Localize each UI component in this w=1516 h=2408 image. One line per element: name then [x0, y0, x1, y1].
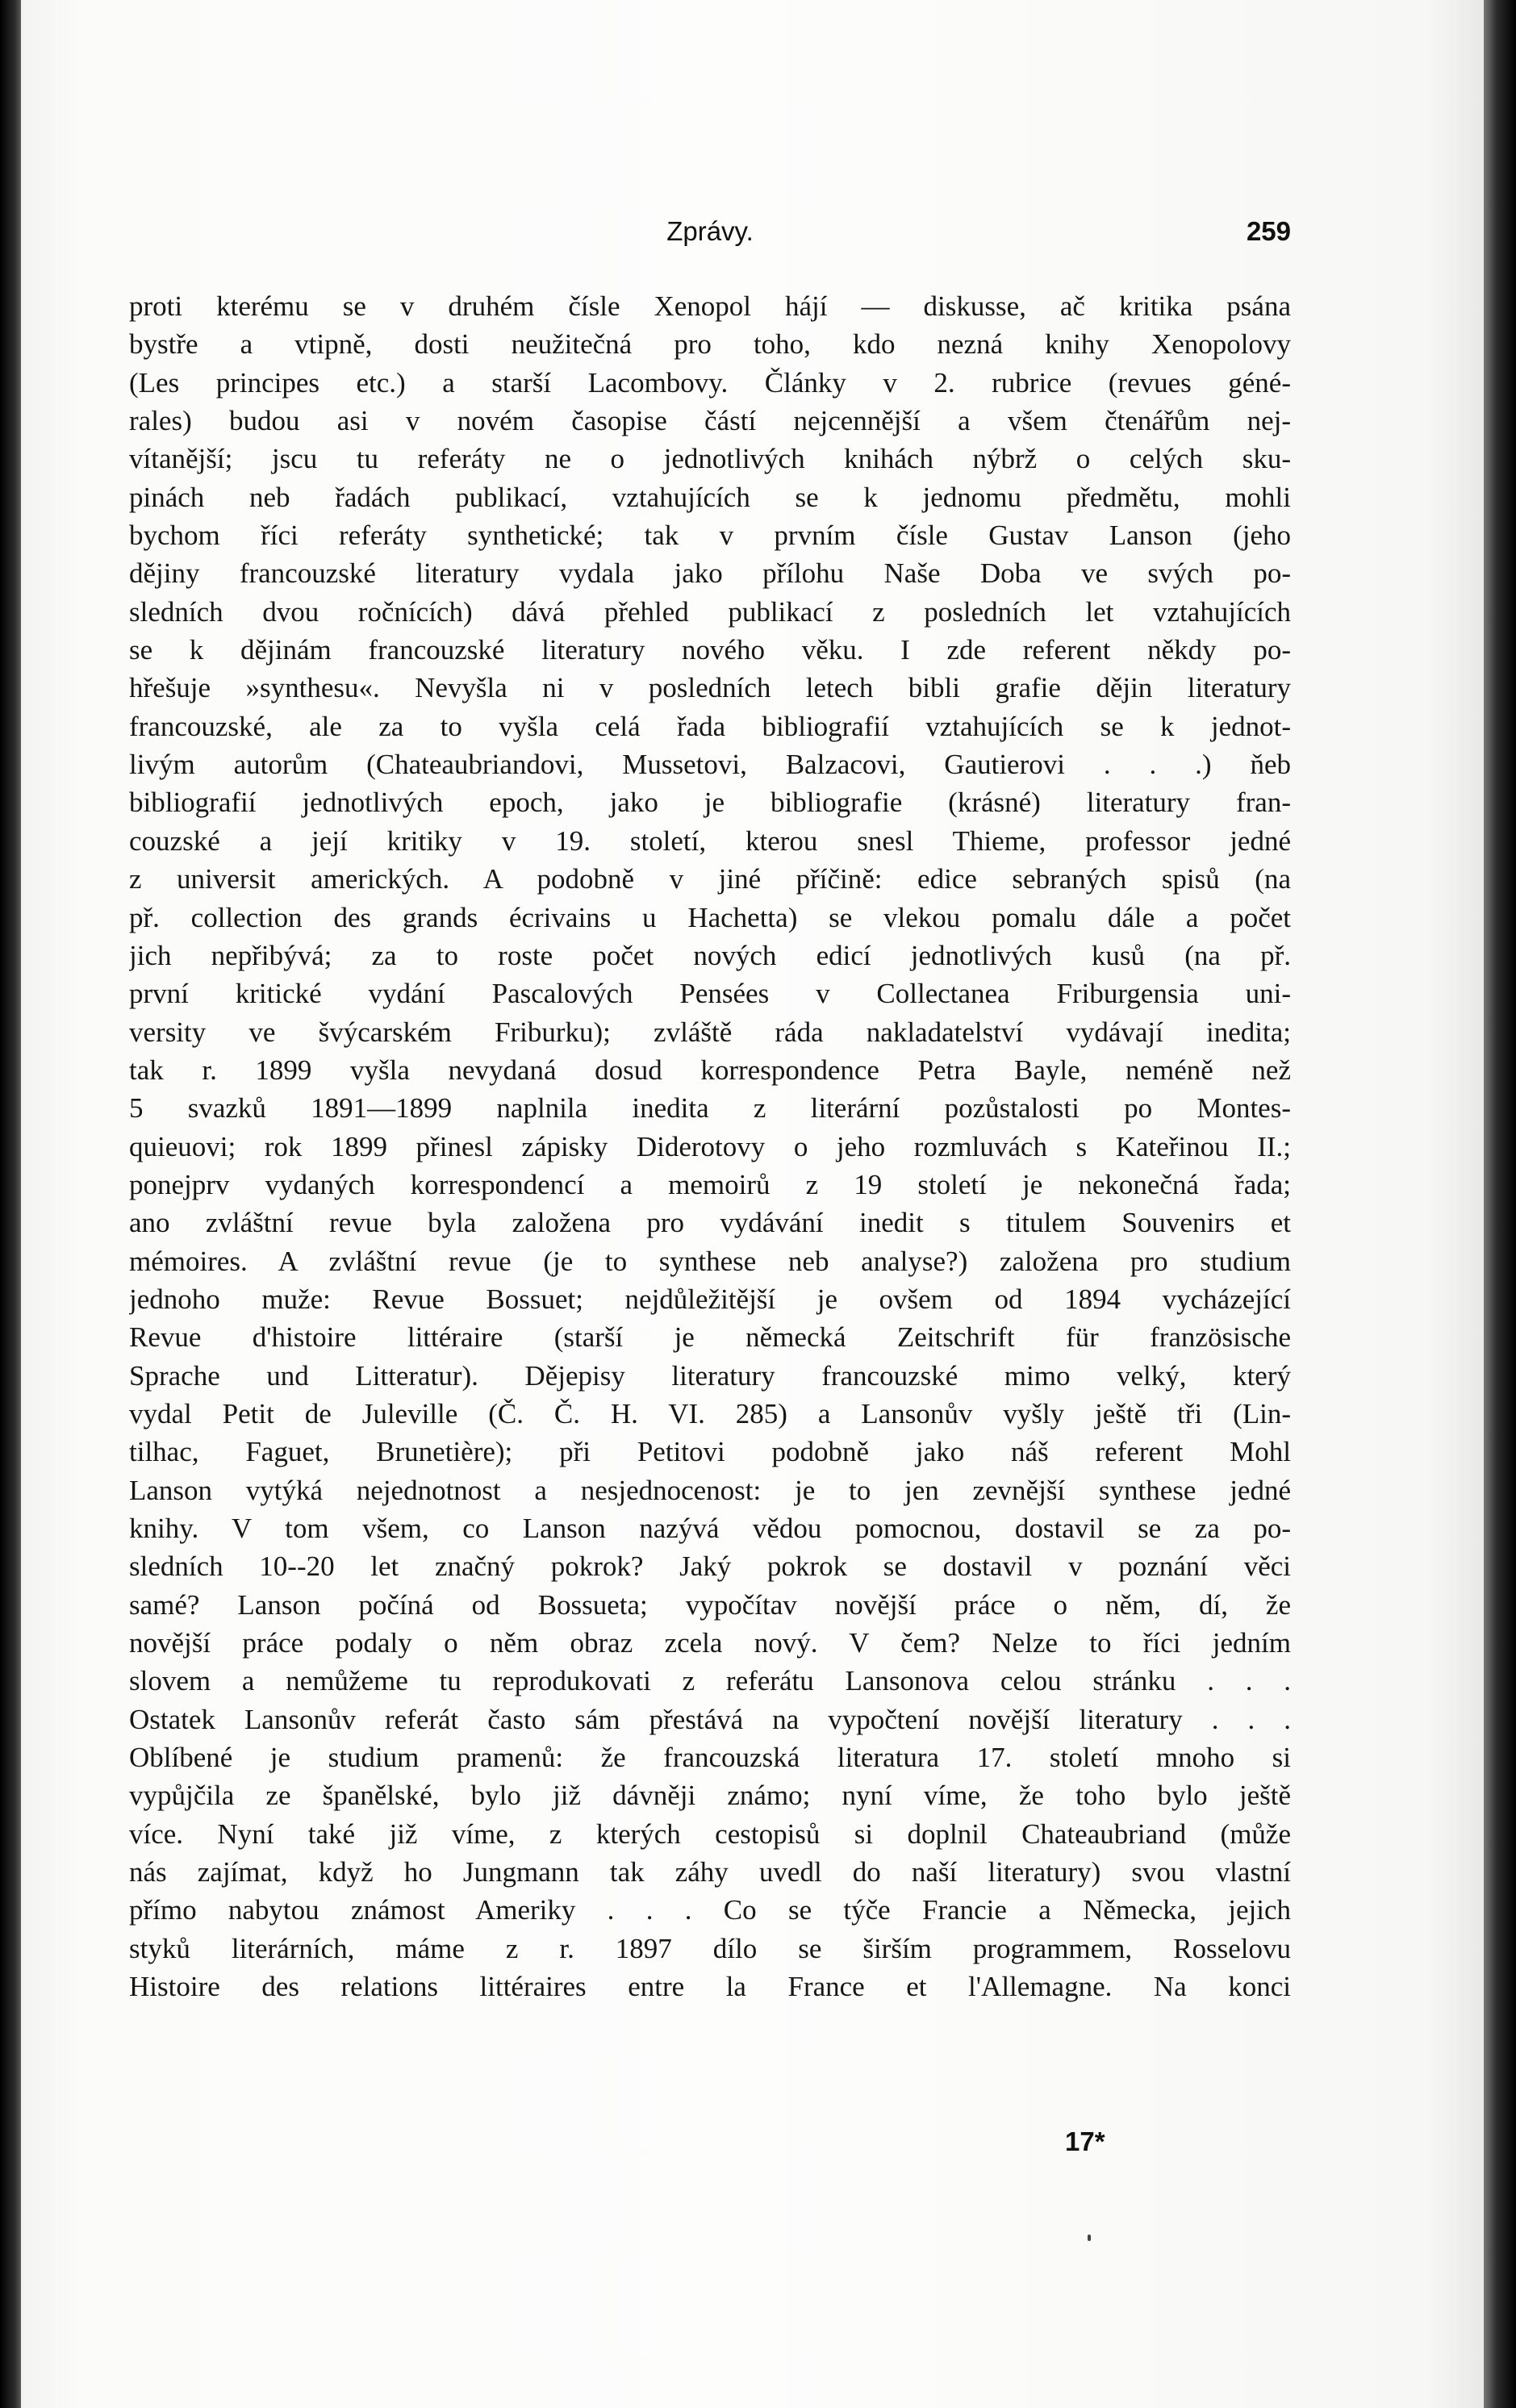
text-line: livým autorům (Chateaubriandovi, Mussetovi, Balzacovi, Gautierovi . . .) ňeb [129, 749, 1291, 781]
text-line: vypůjčila ze španělské, bylo již dávněji známo; nyní víme, že toho bylo ještě [129, 1780, 1291, 1812]
text-line: proti kterému se v druhém čísle Xenopol hájí — diskusse, ač kritika psána [129, 290, 1291, 322]
text-line: couzské a její kritiky v 19. století, kterou snesl Thieme, professor jedné [129, 824, 1291, 857]
text-line: se k dějinám francouzské literatury nového věku. I zde referent někdy po- [129, 634, 1291, 666]
text-line: bychom říci referáty synthetické; tak v prvním čísle Gustav Lanson (jeho [129, 520, 1291, 552]
text-line: (Les principes etc.) a starší Lacombovy. Články v 2. rubrice (revues géné- [129, 366, 1291, 399]
text-line: francouzské, ale za to vyšla celá řada bibliografií vztahujících se k jednot- [129, 710, 1291, 742]
scan-border-left [0, 0, 21, 2408]
text-line: pinách neb řadách publikací, vztahujících se k jednomu předmětu, mohli [129, 481, 1291, 513]
text-line: quieuovi; rok 1899 přinesl zápisky Diderotovy o jeho rozmluvách s Kateřinou II.; [129, 1130, 1291, 1162]
text-line: jich nepřibývá; za to roste počet nových edicí jednotlivých kusů (na př. [129, 939, 1291, 971]
text-line: sledních 10--20 let značný pokrok? Jaký pokrok se dostavil v poznání věci [129, 1550, 1291, 1583]
text-line: tak r. 1899 vyšla nevydaná dosud korrespondence Petra Bayle, neméně než [129, 1054, 1291, 1086]
text-line: samé? Lanson počíná od Bossueta; vypočítav novější práce o něm, dí, že [129, 1588, 1291, 1621]
text-line: bystře a vtipně, dosti neužitečná pro toho, kdo nezná knihy Xenopolovy [129, 328, 1291, 361]
text-line: př. collection des grands écrivains u Hachetta) se vlekou pomalu dále a počet [129, 901, 1291, 933]
text-line: bibliografií jednotlivých epoch, jako je bibliografie (krásné) literatury fran- [129, 787, 1291, 819]
running-head: Zprávy. [666, 216, 754, 246]
text-line: sledních dvou ročnících) dává přehled publikací z posledních let vztahujících [129, 595, 1291, 628]
text-line: ponejprv vydaných korrespondencí a memoirů z 19 století je nekonečná řada; [129, 1168, 1291, 1200]
scan-speck [1088, 2235, 1091, 2241]
text-line: první kritické vydání Pascalových Pensées v Collectanea Friburgensia uni- [129, 978, 1291, 1010]
text-line: jednoho muže: Revue Bossuet; nejdůležitější je ovšem od 1894 vycházející [129, 1283, 1291, 1315]
text-line: ano zvláštní revue byla založena pro vydávání inedit s titulem Souvenirs et [129, 1207, 1291, 1239]
text-line: Histoire des relations littéraires entre la France et l'Allemagne. Na konci [129, 1971, 1291, 2003]
text-line: Ostatek Lansonův referát často sám přestává na vypočtení novější literatury . . . [129, 1703, 1291, 1735]
text-line: versity ve švýcarském Friburku); zvláště ráda nakladatelství vydávají inedita; [129, 1016, 1291, 1048]
text-line: Oblíbené je studium pramenů: že francouzská literatura 17. století mnoho si [129, 1742, 1291, 1774]
text-line: vydal Petit de Juleville (Č. Č. H. VI. 285) a Lansonův vyšly ještě tři (Lin- [129, 1397, 1291, 1429]
scan-border-right [1484, 0, 1516, 2408]
text-line: z universit amerických. A podobně v jiné příčině: edice sebraných spisů (na [129, 863, 1291, 895]
text-line: vítanější; jscu tu referáty ne o jednotlivých knihách nýbrž o celých sku- [129, 443, 1291, 475]
text-line: tilhac, Faguet, Brunetière); při Petitovi podobně jako náš referent Mohl [129, 1436, 1291, 1468]
text-line: slovem a nemůžeme tu reprodukovati z referátu Lansonova celou stránku . . . [129, 1665, 1291, 1697]
text-line: styků literárních, máme z r. 1897 dílo se širším programmem, Rosselovu [129, 1932, 1291, 1964]
body-text [129, 287, 1291, 2005]
text-line: knihy. V tom všem, co Lanson nazývá vědou pomocnou, dostavil se za po- [129, 1513, 1291, 1544]
text-line: mémoires. A zvláštní revue (je to synthese neb analyse?) založena pro studium [129, 1245, 1291, 1277]
text-line: více. Nyní také již víme, z kterých cestopisů si doplnil Chateaubriand (může [129, 1817, 1291, 1850]
text-line: 5 svazků 1891—1899 naplnila inedita z literární pozůstalosti po Montes- [129, 1092, 1291, 1125]
text-line: Lanson vytýká nejednotnost a nesjednocenost: je to jen zevnější synthese jedné [129, 1474, 1291, 1506]
signature-mark: 17* [1065, 2126, 1105, 2156]
text-line: rales) budou asi v novém časopise částí nejcennější a všem čtenářům nej- [129, 405, 1291, 437]
page-number: 259 [1246, 216, 1291, 246]
page-header [129, 216, 1291, 255]
text-line: nás zajímat, když ho Jungmann tak záhy uvedl do naší literatury) svou vlastní [129, 1856, 1291, 1888]
text-line: hřešuje »synthesu«. Nevyšla ni v posledních letech bibli grafie dějin literatury [129, 672, 1291, 704]
text-line: Sprache und Litteratur). Dějepisy literatury francouzské mimo velký, který [129, 1359, 1291, 1392]
text-line: přímo nabytou známost Ameriky . . . Co se týče Francie a Německa, jejich [129, 1894, 1291, 1926]
text-line: Revue d'histoire littéraire (starší je německá Zeitschrift für französische [129, 1321, 1291, 1354]
text-line: novější práce podaly o něm obraz zcela nový. V čem? Nelze to říci jedním [129, 1627, 1291, 1659]
text-line: dějiny francouzské literatury vydala jako přílohu Naše Doba ve svých po- [129, 557, 1291, 590]
